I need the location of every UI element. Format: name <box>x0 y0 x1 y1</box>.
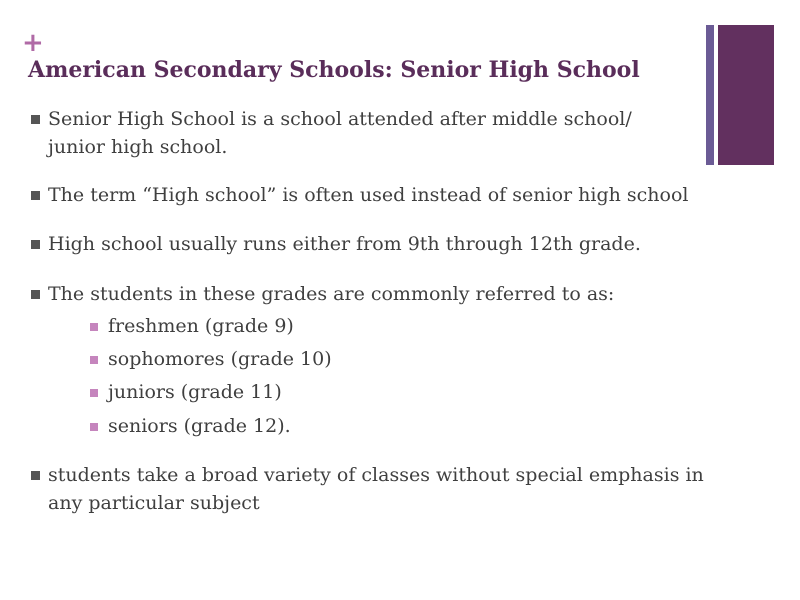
bullet-item <box>28 461 738 517</box>
bullet-item <box>28 280 738 308</box>
sub-bullet-item <box>90 412 608 440</box>
square-sub-bullet-icon <box>90 389 98 397</box>
sub-bullet-text: juniors (grade 11) <box>108 381 282 403</box>
square-bullet-icon <box>31 471 40 480</box>
square-sub-bullet-icon <box>90 356 98 364</box>
square-bullet-icon <box>31 115 40 124</box>
sub-bullet-item <box>90 378 608 406</box>
bullet-text: students take a broad variety of classes without special emphasis in any particular subject <box>48 464 704 514</box>
square-sub-bullet-icon <box>90 323 98 331</box>
plus-icon: + <box>22 28 44 58</box>
bullet-item <box>28 105 738 161</box>
sub-bullet-text: freshmen (grade 9) <box>108 315 294 337</box>
sub-bullet-item <box>90 312 608 340</box>
sub-bullet-text: sophomores (grade 10) <box>108 348 332 370</box>
square-sub-bullet-icon <box>90 423 98 431</box>
bullet-item <box>28 181 738 209</box>
square-bullet-icon <box>31 191 40 200</box>
sub-bullet-item <box>90 345 608 373</box>
bullet-text: Senior High School is a school attended after middle school/ junior high school. <box>48 108 632 158</box>
bullet-text: The term “High school” is often used instead of senior high school <box>48 184 689 206</box>
slide-title: American Secondary Schools: Senior High School <box>28 57 640 83</box>
bullet-item <box>28 230 738 258</box>
sub-bullet-text: seniors (grade 12). <box>108 415 291 437</box>
bullet-text: The students in these grades are commonly referred to as: <box>48 283 615 305</box>
bullet-text: High school usually runs either from 9th through 12th grade. <box>48 233 641 255</box>
square-bullet-icon <box>31 290 40 299</box>
square-bullet-icon <box>31 240 40 249</box>
